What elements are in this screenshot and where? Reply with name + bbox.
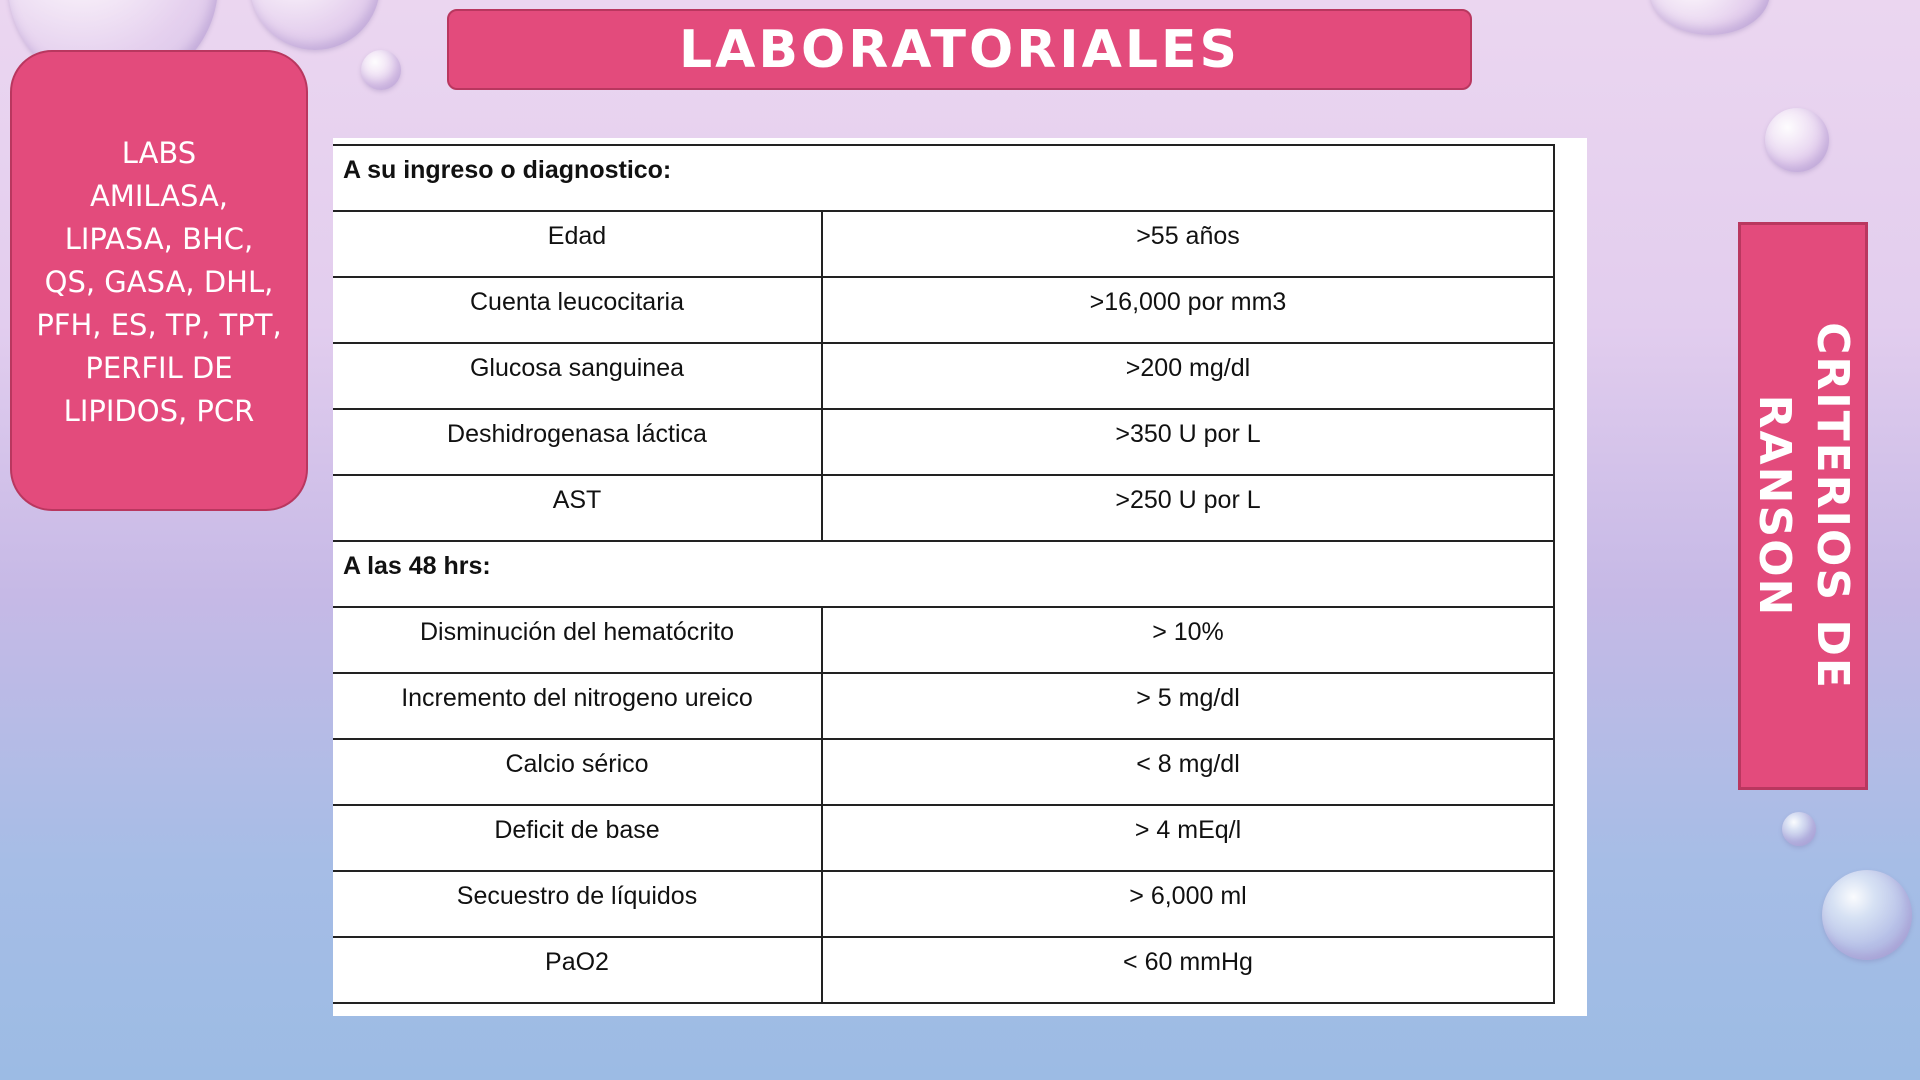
criterion-label: Deficit de base	[333, 805, 822, 871]
criterion-value: >350 U por L	[822, 409, 1554, 475]
section-header-row	[333, 145, 1554, 211]
table-row	[333, 805, 1554, 871]
criterion-value: >55 años	[822, 211, 1554, 277]
criterion-label: PaO2	[333, 937, 822, 1003]
section-header-row	[333, 541, 1554, 607]
labs-list-text: LABS AMILASA, LIPASA, BHC, QS, GASA, DHL, PFH, ES, TP, TPT, PERFIL DE LIPIDOS, PCR	[36, 136, 282, 428]
criterion-value: >250 U por L	[822, 475, 1554, 541]
decorative-bubble	[1822, 870, 1912, 960]
criterion-value: > 5 mg/dl	[822, 673, 1554, 739]
labs-callout	[10, 50, 308, 511]
decorative-bubble	[1650, 0, 1770, 35]
criterion-value: < 8 mg/dl	[822, 739, 1554, 805]
criterion-label: Calcio sérico	[333, 739, 822, 805]
table-row	[333, 475, 1554, 541]
criterion-value: >16,000 por mm3	[822, 277, 1554, 343]
table-row	[333, 607, 1554, 673]
ranson-table-panel	[333, 138, 1587, 1016]
criterion-value: > 10%	[822, 607, 1554, 673]
table-row	[333, 343, 1554, 409]
decorative-bubble	[250, 0, 380, 50]
side-label-text: CRITERIOS DE RANSON	[1749, 322, 1858, 690]
table-row	[333, 937, 1554, 1003]
criterion-label: AST	[333, 475, 822, 541]
table-row	[333, 673, 1554, 739]
criterion-value: >200 mg/dl	[822, 343, 1554, 409]
criterion-label: Edad	[333, 211, 822, 277]
criterion-label: Glucosa sanguinea	[333, 343, 822, 409]
table-row	[333, 277, 1554, 343]
table-row	[333, 409, 1554, 475]
criterion-value: < 60 mmHg	[822, 937, 1554, 1003]
decorative-bubble	[361, 50, 401, 90]
section-header: A las 48 hrs:	[333, 541, 1554, 607]
criterion-label: Cuenta leucocitaria	[333, 277, 822, 343]
side-label-box	[1738, 222, 1868, 790]
table-body	[333, 145, 1554, 1003]
criterion-label: Disminución del hematócrito	[333, 607, 822, 673]
criterion-label: Deshidrogenasa láctica	[333, 409, 822, 475]
table-row	[333, 871, 1554, 937]
ranson-criteria-table	[333, 144, 1555, 1004]
table-row	[333, 739, 1554, 805]
table-row	[333, 211, 1554, 277]
criterion-value: > 4 mEq/l	[822, 805, 1554, 871]
criterion-value: > 6,000 ml	[822, 871, 1554, 937]
page-title: LABORATORIALES	[679, 19, 1240, 80]
criterion-label: Incremento del nitrogeno ureico	[333, 673, 822, 739]
section-header: A su ingreso o diagnostico:	[333, 145, 1554, 211]
decorative-bubble	[1765, 108, 1829, 172]
title-banner	[447, 9, 1472, 90]
criterion-label: Secuestro de líquidos	[333, 871, 822, 937]
decorative-bubble	[1782, 812, 1816, 846]
